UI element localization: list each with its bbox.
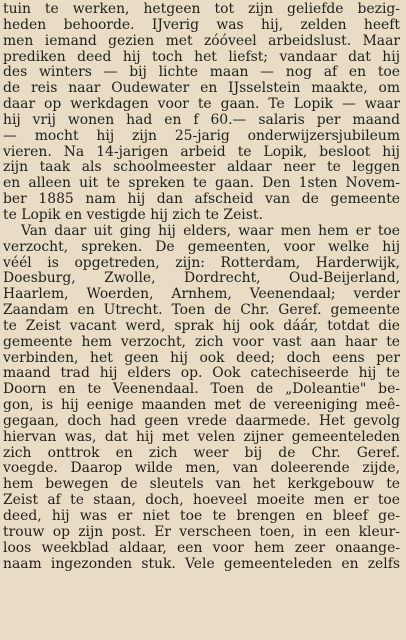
text-line: trouw op zijn post. Er verscheen toen, in een kleur- bbox=[3, 523, 400, 540]
text-line: men iemand gezien met zóóveel arbeidslust. Maar bbox=[3, 32, 400, 49]
text-line: vieren. Na 14-jarigen arbeid te Lopik, besloot hij bbox=[3, 143, 400, 160]
text-line: naam ingezonden stuk. Vele gemeenteleden en zelfs bbox=[3, 555, 400, 572]
text-line: loos weekblad aldaar, een voor hem zeer onaange- bbox=[3, 539, 400, 556]
text-line: Doesburg, Zwolle, Dordrecht, Oud-Beijerland, bbox=[3, 270, 400, 287]
text-line: véél is opgetreden, zijn: Rotterdam, Harderwijk, bbox=[3, 254, 400, 271]
text-line: Zeist af te staan, doch, hoeveel moeite men er toe bbox=[3, 492, 400, 509]
text-line: gon, is hij eenige maanden met de vereeniging meê- bbox=[3, 397, 400, 414]
text-line: Van daar uit ging hij elders, waar men hem er toe bbox=[21, 222, 400, 239]
text-line: tuin te werken, hetgeen tot zijn geliefde bezig- bbox=[3, 1, 400, 17]
text-line: gemeente hem verzocht, zich voor vast aan haar te bbox=[3, 333, 400, 350]
text-line: heden behoorde. IJverig was hij, zelden heeft bbox=[3, 16, 400, 33]
text-line: hem bewegen de sleutels van het kerkgebouw te bbox=[3, 476, 400, 493]
paragraph-1 bbox=[3, 2, 400, 224]
text-line: deed, hij was er niet toe te brengen en bleef ge- bbox=[3, 508, 400, 524]
text-line: zich onttrok en zich weer bij de Chr. Geref. bbox=[3, 444, 400, 461]
text-line: voegde. Daarop wilde men, van doleerende zijde, bbox=[3, 460, 400, 477]
text-line: hij vrij wonen had en f 60.— salaris per maand bbox=[3, 111, 400, 128]
text-line: en alleen uit te spreken te gaan. Den 1sten Novem- bbox=[3, 175, 400, 192]
text-line: — mocht hij zijn 25-jarig onderwijzersjubileum bbox=[3, 127, 400, 144]
text-line: prediken deed hij toch het liefst; vandaar dat hij bbox=[3, 48, 400, 65]
text-line: verzocht, spreken. De gemeenten, voor welke hij bbox=[3, 238, 400, 255]
text-line: gegaan, doch had geen vrede daarmede. Het gevolg bbox=[3, 412, 400, 429]
text-line: te Lopik en vestigde hij zich te Zeist. bbox=[3, 206, 263, 223]
text-line: te Zeist vacant werd, sprak hij ook dáár, totdat die bbox=[3, 317, 400, 334]
text-line: Zaandam en Utrecht. Toen de Chr. Geref. gemeente bbox=[3, 302, 400, 319]
text-line: ber 1885 nam hij dan afscheid van de gemeente bbox=[3, 191, 400, 208]
text-line: verbinden, het geen hij ook deed; doch eens per bbox=[3, 349, 400, 366]
text-line: des winters — bij lichte maan — nog af en toe bbox=[3, 64, 400, 81]
text-line: hiervan was, dat hij met velen zijner gemeenteleden bbox=[3, 428, 400, 445]
text-line: zijn taak als schoolmeester aldaar neer te leggen bbox=[3, 159, 400, 176]
text-line: Haarlem, Woerden, Arnhem, Veenendaal; verder bbox=[3, 286, 400, 303]
paragraph-2 bbox=[3, 224, 400, 573]
text-line: daar op werkdagen voor te gaan. Te Lopik — waar bbox=[3, 96, 400, 113]
text-line: maand trad hij elders op. Ook catechiseerde hij te bbox=[3, 365, 400, 382]
text-line: de reis naar Oudewater en IJsselstein maakte, om bbox=[3, 80, 400, 97]
text-line: Doorn en te Veenendaal. Toen de „Doleantie" be- bbox=[3, 381, 400, 398]
